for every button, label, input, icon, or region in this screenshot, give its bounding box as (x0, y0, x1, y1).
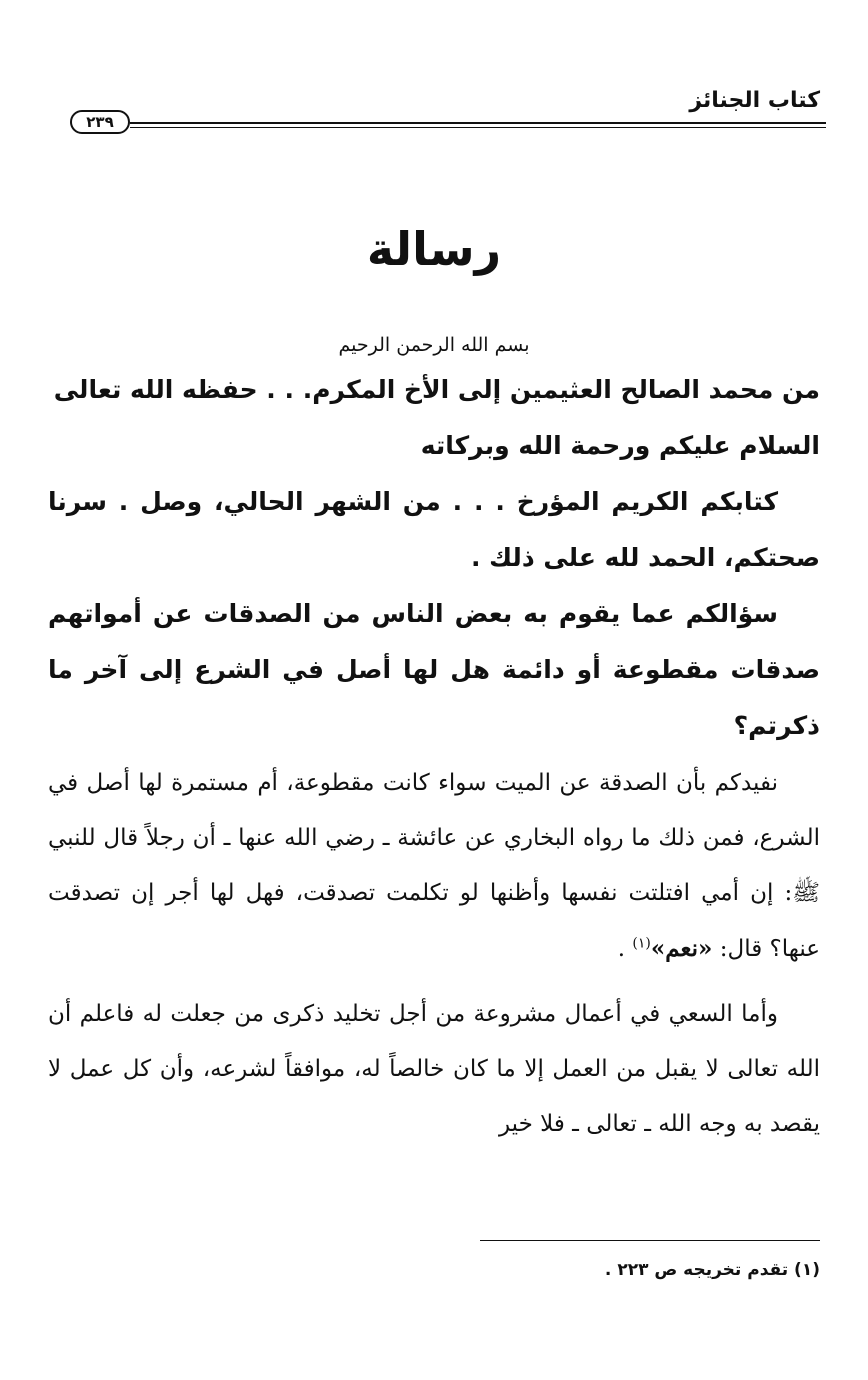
letter-body (48, 362, 820, 1152)
answer-end: . (617, 936, 626, 962)
letter-answer (48, 756, 820, 977)
letter-title: رسالة (366, 222, 502, 276)
letter-question: سؤالكم عما يقوم به بعض الناس من الصدقات عن أمواتهم صدقات مقطوعة أو دائمة هل لها أصل في الشرع إلى آخر ما ذكرتم؟ (48, 599, 820, 740)
footnote-rule (480, 1240, 820, 1241)
footnote-reference: (١) (632, 935, 651, 952)
letter-greeting: السلام عليكم ورحمة الله وبركاته (420, 431, 820, 460)
spacer (48, 977, 820, 987)
letter-address: من محمد الصالح العثيمين إلى الأخ المكرم. . . حفظه الله تعالى (53, 375, 820, 404)
letter-continuation: وأما السعي في أعمال مشروعة من أجل تخليد ذكرى من جعلت له فاعلم أن الله تعالى لا يقبل من العمل إلا ما كان خالصاً له، موافقاً لشرعه، وأن كل عمل لا يقصد به وجه الله ـ تعالى ـ فلا خير (48, 1001, 820, 1137)
header-rule (130, 122, 826, 128)
running-title: كتاب الجنائز (689, 88, 820, 113)
running-header (70, 86, 826, 134)
basmala: بسم الله الرحمن الرحيم (338, 334, 530, 356)
hadith-quote: «نعم» (650, 935, 713, 962)
answer-text: نفيدكم بأن الصدقة عن الميت سواء كانت مقطوعة، أم مستمرة لها أصل في الشرع، فمن ذلك ما رواه البخاري عن عائشة ـ رضي الله عنها ـ أن رجلاً قال للنبي ﷺ: إن أمي افتلتت نفسها وأظنها لو تكلمت تصدقت، فهل لها أجر إن تصدقت عنها؟ قال: (48, 770, 820, 962)
letter-acknowledgement: كتابكم الكريم المؤرخ . . . من الشهر الحالي، وصل . سرنا صحتكم، الحمد لله على ذلك . (48, 487, 820, 572)
footnote: (١) تقدم تخريجه ص ٢٢٣ . (604, 1260, 820, 1280)
page-number: ٢٣٩ (70, 110, 130, 134)
